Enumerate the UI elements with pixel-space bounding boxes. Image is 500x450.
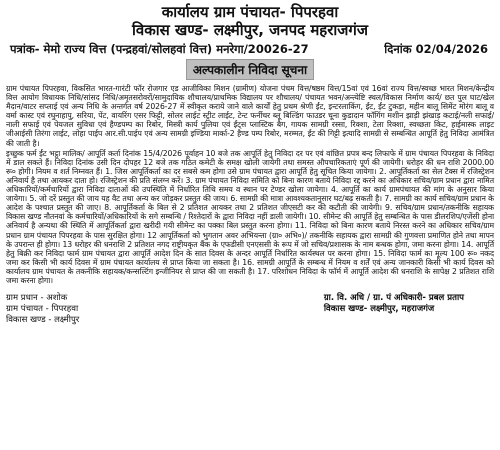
panchayat-name: ग्राम पंचायत - पिपरहवा — [6, 304, 79, 315]
notice-body — [6, 84, 494, 285]
letter-date: दिनांक 02/04/2026 — [384, 42, 488, 56]
notice-title-banner: अल्पकालीन निविदा सूचना — [186, 59, 314, 80]
pradhan-name: ग्राम प्रधान - अशोक — [6, 293, 68, 304]
secretary-name: ग्रा. वि. अधि / ग्रा. पं अधिकारी- प्रबल प्रताप — [323, 293, 464, 304]
block-name: विकास खण्ड - लक्ष्मीपुर — [6, 315, 80, 326]
block-district-title: विकास खण्ड- लक्ष्मीपुर, जनपद महराजगंज — [132, 21, 368, 39]
signature-footer — [6, 293, 494, 326]
notice-intro-paragraph: ग्राम पंचायत पिपरहवा, विकसित भारत-गारंटी फॉर रोजगार एड आजीविका मिशन (ग्रामीण) योजना पंचम वित्त/षष्ठम वित्त/15वां एवं 16वां राज्य वित्त/स्वच्छ भारत मिशन/केन्द्रीय वित्त आयोग विधायक निधि/सांसद निधि/अमृतसरोवरों/सामुदायिक शौचालय/प्राथमिक विद्यालय पर शौचालय/ पंचायत भवन/अन्त्येष्टि स्थल/विकास निर्माण कार्य/ छत पुल घाट/खेल मैदान/वाटर सप्लाई एवं अन्य निधि के अन्तर्गत वर्ष 2026-27 में स्वीकृत कराये जाने वाले कार्यों हेतु प्रथम श्रेणी ईंट, इन्टरलाकिंग, ईंट, ईंट टुकड़ा, महीन बालू सिमेंट मोरंग बालू व वर्मा कास्ट एवं रघुनाहापु, सरिया, पेंट, वायरिंग एसर फिट्टी, सोलर लाईट स्ट्रीट लाईट, टेन्ट फर्नीचर ब्लू बिल्डिंग फाउडर चूना कुडादान फॉगिंग मशीन झाड़ी झंखाड़ कटाई/नली सफाई/ नाली सफाई एवं पेयजल सुविधा एवं हैण्डपम्प का रिबोर, मिस्त्री कार्य पुलिया एवं ईंट्स प्लास्टिक बैग, गायक सामग्री रस्सा, रिक्शा, टेला रिक्शा, स्वच्छता किट, हाईमास्क लाइट जीआईसी तिरंगा लाईट, लोहा पाईप आर.सी.पाईप एवं अन्य सामग्री इण्डिया मार्का-2 हैण्ड पम्प रिबोर, मरम्मत, ईंट की गिट्टी इत्यादि सामग्री से सम्बन्धित आपूर्ति हेतु निविदा आमंत्रित की जाती है। — [6, 84, 494, 148]
office-title: कार्यालय ग्राम पंचायत- पिपरहवा — [161, 3, 339, 21]
reference-row — [6, 42, 494, 57]
letter-number: पत्रांक- मेमो राज्य वित्त (पन्द्रहवां/सोलहवां वित्त) मनरेगा/20026-27 — [10, 42, 309, 56]
notice-banner-wrap — [6, 59, 494, 80]
notice-terms-paragraph: इच्छुक फर्म ईंट भट्ठा मालिक/ आपूर्ति कर्ता दिनांक 15/4/2026 पूर्वाहन 10 बजे तक आपूर्ति हेतु निविदा दर पर एवं वांछित प्रपत्र बन्द लिफाफे में ग्राम पंचायत पिपरहवा के निविदा में डाल सकते हैं। निविदा दिनांक उसी दिन दोपहर 12 बजे तक गठित कमेटी के समक्ष खोली जायेगी तथा समस्त औपचारिकताएं पूर्ण की जायेगी। धरोहर की धन राशि 2000.00 रू० होगी। नियम व शर्त निम्नवत हैं। 1. जिस आपूर्तिकर्ता का दर सबसे कम होगा उसे ग्राम पंचायत द्वारा आपूर्ति हेतु सूचित किया जायेगा। 2. आपूर्तिकर्ता का सेल टैक्स में रजिस्ट्रेशन अनिवार्य है तथा आयकर दाता हो। रजिस्ट्रेशन की प्रति संलग्न करें। 3. ग्राम पंचायत निविदा समिति को बिना कारण बताये निविदा रद्द करने का अधिकार सचिव/ग्राम प्रधान द्वारा नामित अधिकारियों/कर्मचारियों द्वारा निविदा दाताओं की उपस्थिति में निर्धारित तिथि समय व स्थान पर टेण्डर खोला जायेगा। 4. आपूर्ति का कार्य ग्रामपंचायत की मांग के अनुसार किया जायेगा। 5. जो दरें प्रस्तुत की जाय यह वैट तथा अन्य कर जोड़कर प्रस्तुत की जाय। 6. सामग्री की मात्रा आवश्यकतानुसार घट/बढ़ सकती है। 7. सामग्री का कार्य सचिव/ग्राम प्रधान के आदेश के पश्चात प्रस्तुत की जाए। 8. आपूर्तिकर्ता के बिल से 2 प्रतिशत आयकर तथा 2 प्रतिशत जीएसटी कर की कटौती की जायेगी। 9. सचिव/ग्राम प्रधान/तकनीकि सहायक विकास खण्ड नौतनवां के कर्मचारियों/अधिकारियों के सगे सम्बन्धि / रिश्तेदारों के द्वारा निविदा नहीं डाली जायेगी। 10. सीमेन्ट की आपूर्ति हेतु सम्बन्धित के पास डीलरशिप/एजेंसी होना अनिवार्य है अन्यथा की स्थिति में आपूर्तिकर्ता द्वारा खरीदी गयी सीमेन्ट का पक्का बिल प्रस्तुत करना होगा। 11. निविदा को बिना कारण बताये निरस्त करने का अधिकार सचिव/ग्राम प्रधान ग्राम पंचायत पिपरहवा के पास सुरक्षित होगा। 12 आपूर्तिकर्ता को भुगतान अवर अभियन्ता (ग्रा० अभि०)/ तकनीकि सहायक द्वारा सामग्री की गुणवत्ता प्रमाणित होने तथा मापन के उपरान्त ही होगा। 13 धरोहर की धनराशि 2 प्रतिशत नगद राष्ट्रीयकृत बैंक के एफडीसी एनएससी के रूप में जो सचिव/प्रशासक के नाम बन्धक होगा, जमा करना होगा। 14. आपूर्ति हेतु बिक्री कर निविदा फार्म ग्राम पंचायत द्वारा आपूर्ति आदेश दिन के सात दिवस के अन्दर आपूर्ति निर्धारित कार्यस्थल पर करना होगा। 15. निविदा फार्म का मूल्य 100 रू० नकद जमा कर किसी भी कार्य दिवस में ग्राम पंचायत कार्यालय से प्राप्त किया जा सकता है। 16. सामग्री आपूर्ति के सम्बन्ध में नियम व शर्तें एवं अन्य जानकारी किसी भी कार्य दिवस को कार्यालय ग्राम पंचायत के तकनीकि सहायक/कन्सल्टिंग इन्जीनियर से प्राप्त की जा सकती है। 17. परिशोधन निविदा के फॉर्म में आपूर्ति आदेश की धनराशि के सापेक्ष 2 प्रतिशत राशि जमा करना होगा। — [6, 148, 494, 285]
secretary-block: विकास खण्ड- लक्ष्मीपुर, महराजगंज — [323, 304, 435, 315]
pradhan-signature-block — [6, 293, 79, 326]
secretary-signature-block — [324, 293, 494, 326]
